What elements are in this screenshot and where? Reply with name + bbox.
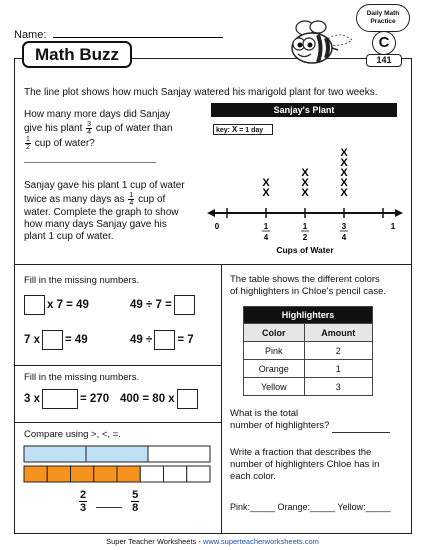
table-header-color: Color	[244, 324, 305, 342]
fraction-one-half: $\frac{1}{2}$	[26, 136, 30, 151]
table-row: Orange 1	[244, 360, 373, 378]
tick-label: 1	[390, 222, 396, 231]
plot-x-mark: X	[262, 177, 270, 189]
eighths-bar-segment	[71, 466, 94, 482]
compare-label: Compare using >, <, =.	[24, 429, 121, 440]
plot-x-mark: X	[340, 147, 348, 159]
answer-box[interactable]	[42, 389, 78, 409]
page-title: Math Buzz	[22, 41, 132, 68]
eighths-bar-segment	[24, 466, 47, 482]
plot-x-mark: X	[262, 187, 270, 199]
thirds-bar-segment	[86, 446, 148, 462]
fill-in-label-2: Fill in the missing numbers.	[24, 372, 140, 383]
plot-title: Sanjay's Plant	[211, 103, 397, 117]
daily-practice-badge	[356, 4, 414, 70]
badge-cloud: Daily Math Practice	[356, 4, 410, 32]
plot-x-mark: X	[301, 177, 309, 189]
fraction-two-thirds: $\frac{2}{3}$	[80, 489, 87, 514]
plot-x-mark: X	[340, 157, 348, 169]
table-row: Yellow 3	[244, 378, 373, 396]
question-2: Sanjay gave his plant 1 cup of water twice as many days as $\frac{1}{4}$ cup of water. Complete the graph to show how many days Sanjay gave his plant 1 cup of water.	[24, 180, 185, 242]
answer-box[interactable]	[177, 389, 198, 409]
divider-vertical	[221, 264, 222, 534]
tick-label-denominator: 4	[341, 233, 347, 242]
answer-box[interactable]	[42, 330, 63, 350]
total-question: What is the total number of highlighters?	[230, 408, 390, 433]
tick-label-numerator: 3	[341, 222, 347, 231]
bee-icon	[282, 18, 360, 70]
eighths-bar-segment	[117, 466, 140, 482]
divider-left-1	[14, 365, 222, 366]
thirds-bar-segment	[148, 446, 210, 462]
highlighters-table	[243, 306, 373, 396]
eighths-bar-segment	[140, 466, 163, 482]
eighths-bar-segment	[187, 466, 210, 482]
plot-x-mark: X	[340, 177, 348, 189]
table-header-amount: Amount	[304, 324, 372, 342]
equation-3: 7 x = 49	[24, 330, 88, 350]
axis-arrow-left	[207, 209, 215, 217]
tick-label: 0	[214, 222, 220, 231]
equation-4: 49 ÷ = 7	[130, 330, 194, 350]
divider-main	[14, 264, 412, 265]
divider-left-2	[14, 422, 222, 423]
answer-line-1[interactable]	[24, 162, 156, 163]
plot-x-mark: X	[340, 187, 348, 199]
plot-x-mark: X	[340, 167, 348, 179]
intro-text: The line plot shows how much Sanjay watered his marigold plant for two weeks.	[24, 87, 378, 98]
eighths-bar-segment	[47, 466, 70, 482]
tick-label-denominator: 4	[263, 233, 269, 242]
eighths-bar-segment	[94, 466, 117, 482]
highlighters-intro: The table shows the different colors of highlighters in Chloe's pencil case.	[230, 274, 387, 297]
plot-x-mark: X	[301, 167, 309, 179]
fraction-five-eighths: $\frac{5}{8}$	[132, 489, 139, 514]
tick-label-numerator: 1	[302, 222, 308, 231]
badge-letter: C	[372, 31, 396, 55]
plot-key: key: X = 1 day	[213, 124, 273, 135]
question-1: How many more days did Sanjay give his plant $\frac{3}{4}$ cup of water than $\frac{1}{2}$ cup of water?	[24, 109, 173, 151]
answer-box[interactable]	[174, 295, 195, 315]
fill-in-label-1: Fill in the missing numbers.	[24, 275, 140, 286]
fraction-bars	[22, 444, 214, 484]
tick-label-numerator: 1	[263, 222, 269, 231]
fraction-three-quarters: $\frac{3}{4}$	[87, 121, 92, 136]
fraction-question: Write a fraction that describes the number of highlighters Chloe has in each color.	[230, 447, 380, 482]
color-answers[interactable]: Pink:_____ Orange:_____ Yellow:_____	[230, 502, 391, 512]
x-axis-label: Cups of Water	[276, 245, 334, 255]
equation-5: 3 x = 270	[24, 389, 109, 409]
answer-box[interactable]	[24, 295, 45, 315]
table-title: Highlighters	[244, 307, 373, 324]
axis-arrow-right	[395, 209, 403, 217]
equation-1: x 7 = 49	[24, 295, 89, 315]
table-row: Pink 2	[244, 342, 373, 360]
eighths-bar-segment	[164, 466, 187, 482]
total-answer-line[interactable]	[332, 420, 390, 433]
equation-2: 49 ÷ 7 =	[130, 295, 197, 315]
name-label: Name:	[14, 29, 47, 41]
name-row	[14, 28, 223, 41]
badge-number: 141	[366, 54, 402, 67]
answer-box[interactable]	[154, 330, 175, 350]
compare-answer-line[interactable]	[96, 495, 122, 508]
plot-x-mark: X	[301, 187, 309, 199]
footer-link[interactable]: www.superteacherworksheets.com	[202, 537, 319, 546]
equation-6: 400 = 80 x	[120, 389, 200, 409]
name-input-line[interactable]	[53, 28, 223, 38]
line-plot	[205, 130, 405, 265]
footer: Super Teacher Worksheets - www.superteacherworksheets.com	[106, 537, 319, 546]
tick-label-denominator: 2	[302, 233, 308, 242]
thirds-bar-segment	[24, 446, 86, 462]
compare-fractions	[78, 489, 140, 514]
fraction-one-quarter: $\frac{1}{4}$	[129, 192, 134, 207]
